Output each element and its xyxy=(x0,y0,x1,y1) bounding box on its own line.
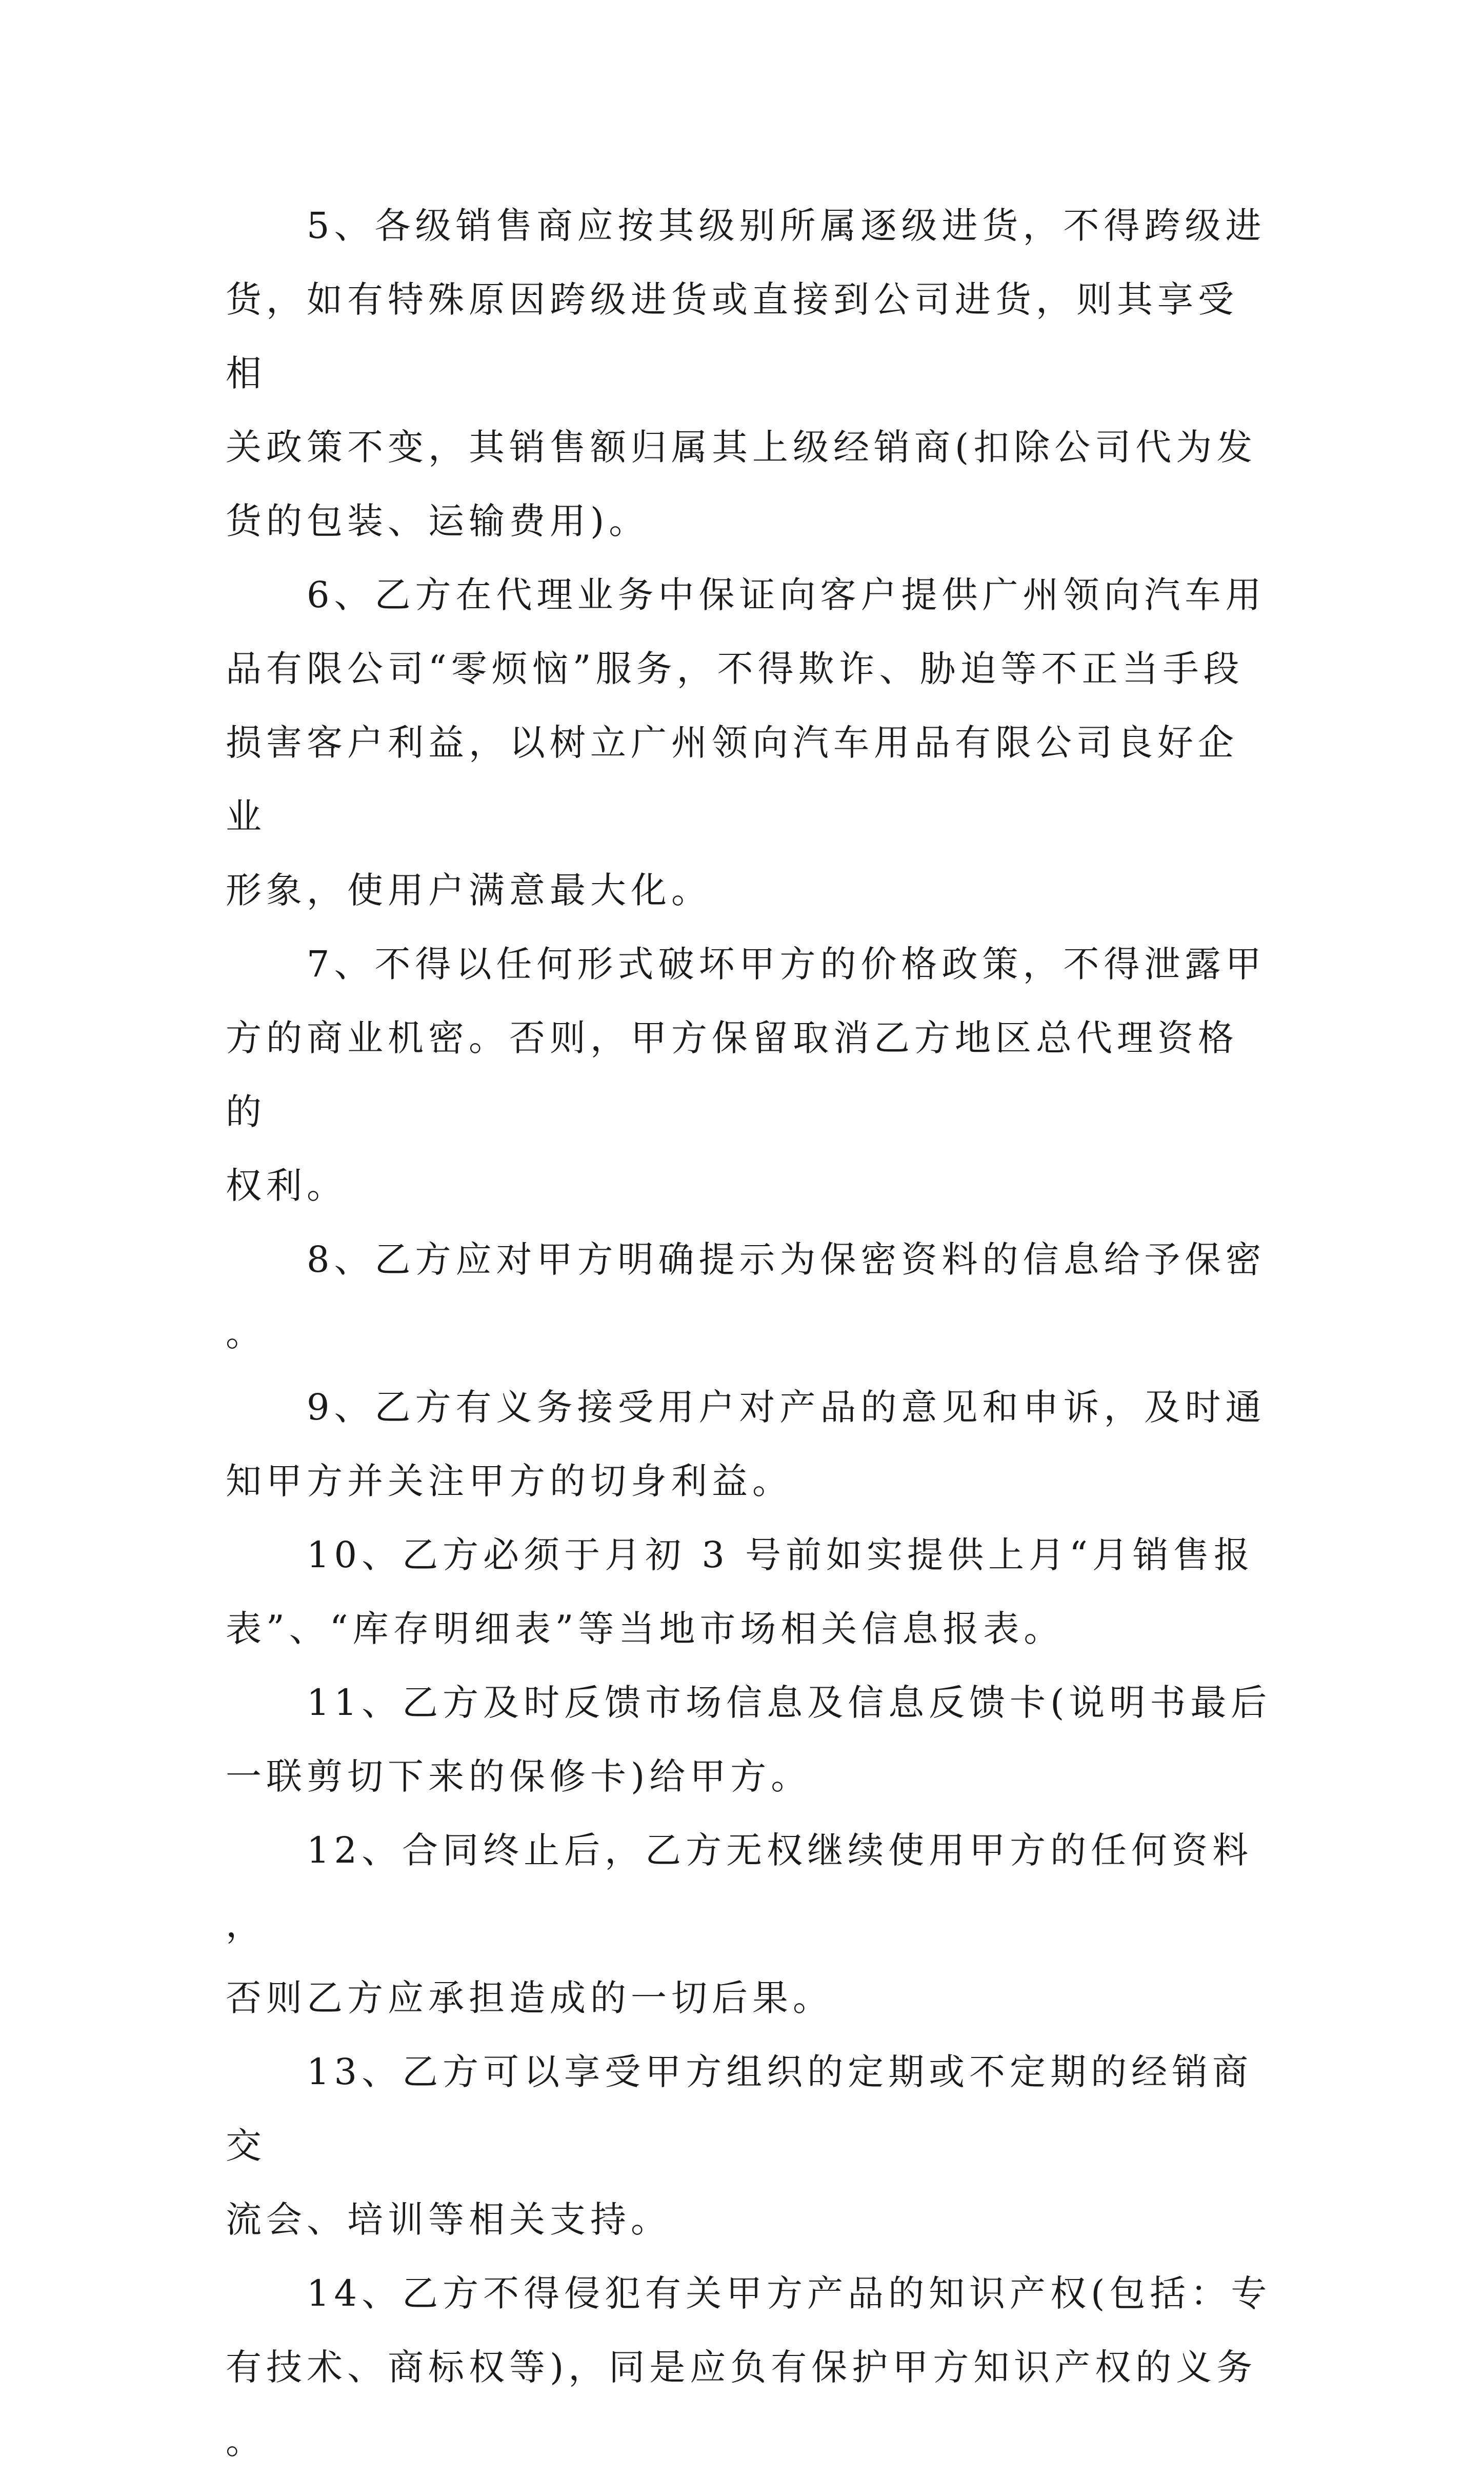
clause-5: 5、各级销售商应按其级别所属逐级进货，不得跨级进 货，如有特殊原因跨级进货或直接到公司进货，则其享受相 关政策不变，其销售额归属其上级经销商(扣除公司代为发 货的包装、运输费用)。 xyxy=(226,205,1266,542)
clause-10: 10、乙方必须于月初 3 号前如实提供上月“月销售报 表”、“库存明细表”等当地市场相关信息报表。 xyxy=(226,1534,1254,1650)
clause-12: 12、合同终止后，乙方无权继续使用甲方的任何资料， 否则乙方应承担造成的一切后果。 xyxy=(226,1829,1253,2019)
clause-11: 11、乙方及时反馈市场信息及信息反馈卡(说明书最后 一联剪切下来的保修卡)给甲方。 xyxy=(226,1682,1272,1797)
clause-14: 14、乙方不得侵犯有关甲方产品的知识产权(包括：专 有技术、商标权等)，同是应负有保护甲方知识产权的义务。 xyxy=(226,2272,1272,2462)
clause-9: 9、乙方有义务接受用户对产品的意见和申诉，及时通 知甲方并关注甲方的切身利益。 xyxy=(226,1386,1266,1502)
clause-6: 6、乙方在代理业务中保证向客户提供广州领向汽车用 品有限公司“零烦恼”服务，不得欺诈、胁迫等不正当手段 损害客户利益，以树立广州领向汽车用品有限公司良好企业 形象，使用户满意最大化。 xyxy=(226,574,1266,911)
clause-7: 7、不得以任何形式破坏甲方的价格政策，不得泄露甲 方的商业机密。否则，甲方保留取消乙方地区总代理资格的 权利。 xyxy=(226,943,1266,1207)
clause-13: 13、乙方可以享受甲方组织的定期或不定期的经销商交 流会、培训等相关支持。 xyxy=(226,2051,1253,2241)
clause-8: 8、乙方应对甲方明确提示为保密资料的信息给予保密。 xyxy=(226,1238,1266,1354)
document-body xyxy=(226,189,1272,2478)
